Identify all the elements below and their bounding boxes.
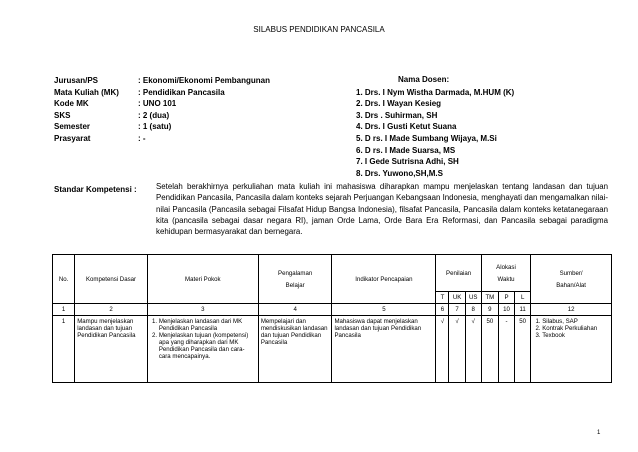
dosen-item: 6. D rs. I Made Suarsa, MS — [356, 145, 456, 155]
column-number: 11 — [515, 304, 531, 316]
page-number: 1 — [597, 430, 601, 436]
subheader-l: L — [515, 292, 531, 304]
syllabus-table — [52, 254, 612, 383]
column-number: 1 — [53, 304, 75, 316]
header-alokasi — [481, 255, 530, 292]
row-tm: 50 — [481, 316, 498, 383]
meta-labels — [54, 75, 119, 145]
meta-label-semester: Semester — [54, 122, 91, 132]
subheader-tm: TM — [481, 292, 498, 304]
meta-label-kode: Kode MK — [54, 99, 89, 109]
subheader-p: P — [498, 292, 514, 304]
header-alokasi-line1: Alokasi — [496, 263, 516, 271]
column-number: 4 — [258, 304, 332, 316]
materi-item: 2. Menjelaskan tujuan (kompetensi) apa yang diharapkan dari MK Pendidikan Pancasila dan cara-cara mencapainya. — [159, 332, 256, 360]
dosen-heading: Nama Dosen: — [398, 75, 450, 84]
column-number: 10 — [498, 304, 514, 316]
dosen-item: 2. Drs. I Wayan Kesieg — [356, 99, 442, 109]
materi-item: 1. Menjelaskan landasan dari MK Pendidikan Pancasila — [159, 318, 256, 332]
header-penilaian: Penilaian — [436, 255, 481, 292]
header-pengalaman-line2: Belajar — [285, 281, 305, 289]
header-materi: Materi Pokok — [147, 255, 258, 304]
header-no: No. — [53, 255, 75, 304]
page-title: SILABUS PENDIDIKAN PANCASILA — [253, 25, 385, 34]
dosen-item: 5. D rs. I Made Sumbang Wijaya, M.Si — [356, 133, 497, 143]
dosen-item: 7. I Gede Sutrisna Adhi, SH — [356, 157, 459, 167]
meta-value-sks: : 2 (dua) — [138, 110, 170, 120]
dosen-item: 8. Drs. Yuwono,SH,M.S — [356, 168, 443, 178]
standar-kompetensi-label: Standar Kompetensi : — [54, 185, 137, 194]
row-indikator: Mahasiswa dapat menjelaskan landasan dan tujuan Pendidikan Pancasila — [332, 316, 436, 383]
column-number: 6 — [436, 304, 449, 316]
subheader-t: T — [436, 292, 449, 304]
meta-value-semester: : 1 (satu) — [138, 122, 172, 132]
sumber-item: 1. Silabus, SAP — [542, 318, 609, 325]
meta-label-mata-kuliah: Mata Kuliah (MK) — [54, 87, 119, 97]
meta-value-jurusan: : Ekonomi/Ekonomi Pembangunan — [138, 76, 271, 85]
dosen-item: 1. Drs. I Nym Wistha Darmada, M.HUM (K) — [356, 87, 515, 97]
meta-values — [138, 75, 270, 145]
header-sumber — [531, 255, 612, 304]
table-row — [53, 316, 612, 383]
column-number: 7 — [449, 304, 465, 316]
column-number: 2 — [75, 304, 148, 316]
header-sumber-line2: Bahan/Alat — [556, 281, 587, 289]
meta-label-jurusan: Jurusan/PS — [54, 76, 99, 85]
row-uk: √ — [449, 316, 465, 383]
header-pengalaman — [258, 255, 332, 304]
column-number: 12 — [531, 304, 612, 316]
column-number: 9 — [481, 304, 498, 316]
row-p: - — [498, 316, 514, 383]
row-no: 1 — [53, 316, 75, 383]
meta-value-prasyarat: : - — [138, 133, 146, 143]
header-kompetensi: Kompetensi Dasar — [75, 255, 148, 304]
standar-kompetensi-text: Setelah berakhirnya perkuliahan mata kuliah ini mahasiswa diharapkan mampu menjelaskan tentang landasan dan tujuan Pendidikan Pancasila, Pancasila dalam konteks sejarah Perjuangan Kebangsaan Indonesia, menghayati dan mengamalkan nilai-nilai Pancasila (Pancasila sebagai Filsafat Hidup Bangsa Indonesia), filsafat Pancasila, Pancasila dalam konteks ketatanegaraan kita (pancasila sebagai dasar negara RI), jaman Orde Lama, Orde Bara Era Reformasi, dan Pancasila sebagai paradigma kehidupan bermasyarakat dan bernegara. — [156, 182, 608, 237]
row-materi — [147, 316, 258, 383]
header-sumber-line1: Sumber/ — [559, 269, 583, 277]
row-sumber — [531, 316, 612, 383]
header-indikator: Indikator Pencapaian — [332, 255, 436, 304]
row-t: √ — [436, 316, 449, 383]
sumber-item: 3. Texbook — [542, 332, 609, 339]
row-kompetensi: Mampu menjelaskan landasan dan tujuan Pendidikan Pancasila — [75, 316, 148, 383]
header-pengalaman-line1: Pengalaman — [278, 269, 313, 277]
meta-label-sks: SKS — [54, 110, 71, 120]
subheader-uk: UK — [449, 292, 465, 304]
row-pengalaman: Mempelajari dan mendiskusikan landasan dan tujuan Pendidikan Pancasila — [258, 316, 332, 383]
column-number: 3 — [147, 304, 258, 316]
row-l: 50 — [515, 316, 531, 383]
dosen-list — [356, 87, 514, 180]
dosen-item: 4. Drs. I Gusti Ketut Suana — [356, 122, 457, 132]
meta-value-mata-kuliah: : Pendidikan Pancasila — [138, 87, 225, 97]
header-alokasi-line2: Waktu — [497, 275, 515, 283]
column-number: 5 — [332, 304, 436, 316]
subheader-us: US — [465, 292, 481, 304]
meta-value-kode: : UNO 101 — [138, 99, 177, 109]
meta-label-prasyarat: Prasyarat — [54, 133, 91, 143]
dosen-item: 3. Drs . Suhirman, SH — [356, 110, 438, 120]
column-number: 8 — [465, 304, 481, 316]
row-us: √ — [465, 316, 481, 383]
sumber-item: 2. Kontrak Perkuliahan — [542, 325, 609, 332]
